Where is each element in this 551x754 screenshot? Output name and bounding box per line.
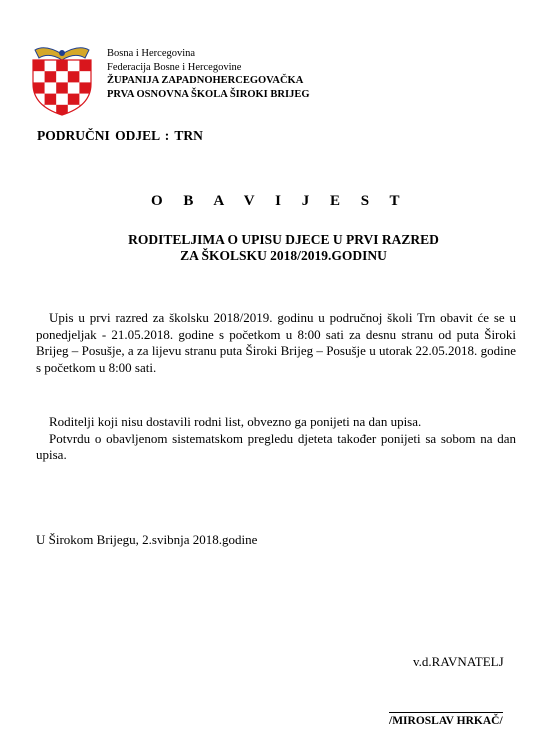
subtitle-line-1: RODITELJIMA O UPISU DJECE U PRVI RAZRED [128,232,439,247]
enrollment-paragraph [36,310,516,376]
crest-square [45,94,57,105]
header-country: Bosna i Hercegovina [107,48,196,59]
crest-square [56,94,68,105]
crest-square [68,82,80,93]
crest-square [33,82,45,93]
crest-square [33,71,45,82]
subtitle-line-2: ZA ŠKOLSKU 2018/2019.GODINU [180,248,387,263]
crest-square [56,82,68,93]
crest-square [33,60,45,71]
header-county: ŽUPANIJA ZAPADNOHERCEGOVAČKA [107,75,304,86]
notice-title: O B A V I J E S T [150,193,409,209]
crest-square [79,71,91,82]
department-label: PODRUČNI ODJEL : TRN [37,128,203,143]
crest-square [68,71,80,82]
enrollment-text: Upis u prvi razred za školsku 2018/2019. godinu u područnoj školi Trn obavit će se u ponedjeljak - 21.05.2018. godine s početkom u 8:00 sati za desnu stranu od puta Široki Brijeg – Posušje, a za lijevu stranu puta Široki Brijeg – Posušje u utorak 22.05.2018. godine s početkom u 8:00 sati. [36,310,516,375]
crest-square [56,71,68,82]
crest-square [68,60,80,71]
signature-title: v.d.RAVNATELJ [413,654,504,669]
crest-square [68,94,80,105]
signature-name: /MIROSLAV HRKAČ/ [389,712,503,727]
crest-square [45,71,57,82]
institution-header [107,47,310,101]
notice-subtitle [0,232,551,264]
crest-square [79,60,91,71]
crest-square [56,105,68,116]
documents-line-1: Roditelji koji nisu dostavili rodni list, obvezno ga ponijeti na dan upisa. [49,414,422,429]
crest-square [45,60,57,71]
place-and-date: U Širokom Brijegu, 2.svibnja 2018.godine [36,532,258,547]
crest-square [33,105,45,116]
documents-line-2: Potvrdu o obavljenom sistematskom pregledu djeteta također ponijeti sa sobom na dan upisa. [36,430,516,462]
header-school: PRVA OSNOVNA ŠKOLA ŠIROKI BRIJEG [107,88,310,100]
coat-of-arms-icon [27,44,97,116]
documents-paragraph [36,414,516,464]
crest-square [56,60,68,71]
crest-square [45,82,57,93]
header-federation: Federacija Bosne i Hercegovine [107,61,242,73]
crest-square [79,94,91,105]
crest-square [79,105,91,116]
